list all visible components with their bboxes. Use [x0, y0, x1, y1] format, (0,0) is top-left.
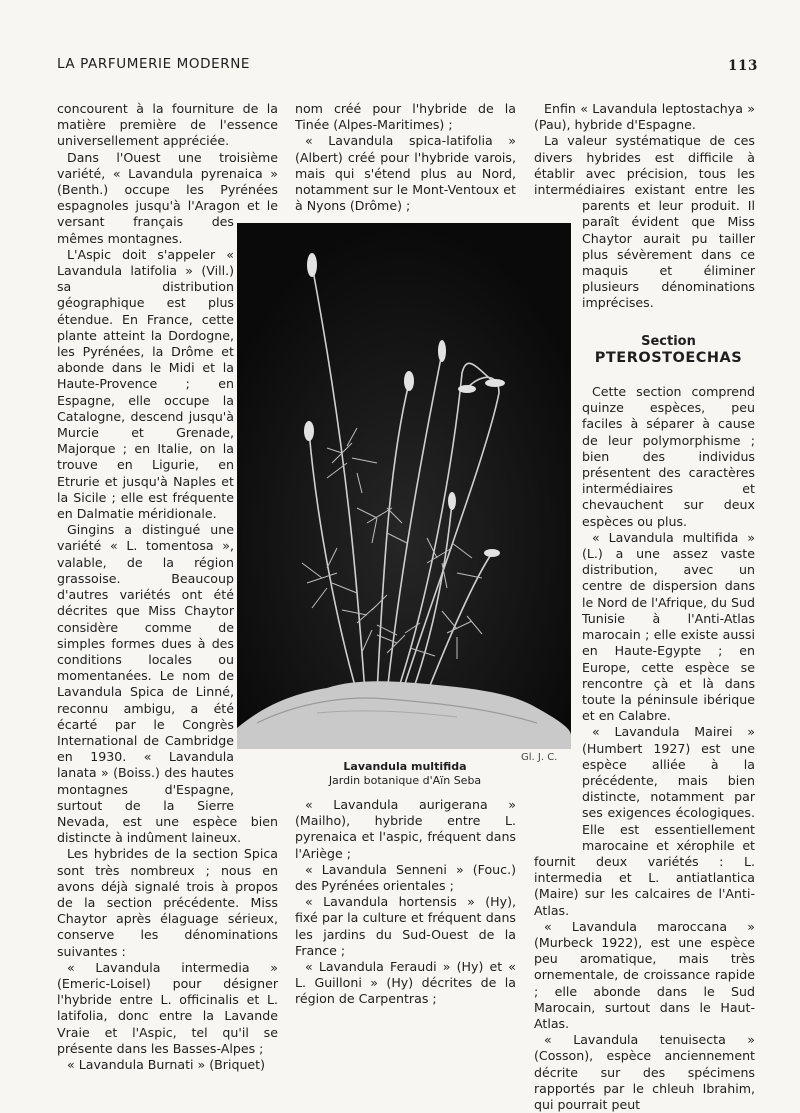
- figure-caption-title: Lavandula multifida: [343, 760, 467, 773]
- paragraph: La valeur systématique de ces divers hybrides est difficile à établir avec précision, tous les intermédiaires existant entre les parents et leur produit. Il paraît évident que Miss Chaytor aurait pu tailler plus sévèrement dans ce maquis et éliminer plusieurs dénominations imprécises.: [534, 133, 755, 311]
- figure-caption-subtitle: Jardin botanique d'Aïn Seba: [328, 774, 482, 787]
- paragraph: Dans l'Ouest une troisième variété, « Lavandula pyrenaica » (Benth.) occupe les Pyrénées espagnoles jusqu'à l'Aragon et le versant français des mêmes montagnes.: [57, 149, 278, 246]
- paragraph: « Lavandula maroccana » (Murbeck 1922), est une espèce peu aromatique, mais très ornementale, de croissance rapide ; elle abonde dans le Sud Marocain, surtout dans le Haut-Atlas.: [534, 918, 755, 1031]
- column-2-bottom: [295, 797, 516, 1008]
- paragraph: « Lavandula multifida » (L.) a une assez vaste distribution, avec un centre de dispersion dans le Nord de l'Afrique, du Sud Tunisie à l'Anti-Atlas marocain ; elle existe aussi en Haute-Egypte ; en Europe, cette espèce se rencontre çà et là dans toute la péninsule ibérique et en Calabre.: [582, 529, 755, 724]
- section-label: Section: [641, 333, 696, 349]
- plant-photograph: [237, 223, 571, 749]
- paragraph: « Lavandula intermedia » (Emeric-Loisel) pour désigner l'hybride entre L. officinalis et L. latifolia, donc entre la Lavande Vraie et l'Aspic, tel qu'il se présente dans les Basses-Alpes ;: [57, 959, 278, 1056]
- paragraph: « Lavandula tenuisecta » (Cosson), espèce anciennement décrite sur des spécimens rapportés par le chleuh Ibrahim, qui pourrait peut: [534, 1032, 755, 1112]
- paragraph: Gingins a distingué une variété « L. tomentosa », valable, de la région grassoise. Beaucoup d'autres variétés ont été décrites que Miss Chaytor considère comme de simples formes dues à des conditions locales ou momentanées. Le nom de Lavandula Spica de Linné, reconnu ambigu, a été écarté par le Congrès International de Cambridge en 1930. « Lavandula lanata » (Boiss.) des hautes montagnes d'Espagne, surtout de la Sierre Nevada, est une espèce bien distincte à indûment laineux.: [57, 522, 278, 846]
- paragraph: nom créé pour l'hybride de la Tinée (Alpes-Maritimes) ;: [295, 101, 516, 133]
- column-2-top: [295, 101, 516, 214]
- paragraph: Cette section comprend quinze espèces, peu faciles à séparer à cause de leur polymorphisme ; bien des individus présentent des caractères intermédiaires et chevauchent sur deux espèces ou plus.: [582, 384, 755, 529]
- photo-credit: Gl. J. C.: [521, 752, 558, 763]
- paragraph: Enfin « Lavandula leptostachya » (Pau), hybride d'Espagne.: [534, 101, 755, 133]
- section-title: PTEROSTOECHAS: [594, 349, 743, 366]
- paragraph: « Lavandula Feraudi » (Hy) et « L. Guilloni » (Hy) décrites de la région de Carpentras ;: [295, 959, 516, 1007]
- paragraph: « Lavandula Senneni » (Fouc.) des Pyrénées orientales ;: [295, 861, 516, 894]
- paragraph: « Lavandula Burnati » (Briquet): [67, 1056, 266, 1072]
- paragraph: « Lavandula Mairei » (Humbert 1927) est une espèce alliée à la précédente, mais bien distincte, notamment par ses exigences écologiques. Elle est essentiellement marocaine et xérophile et fournit deux variétés : L. intermedia et L. antiatlantica (Maire) sur les calcaires de l'Anti-Atlas.: [534, 724, 755, 918]
- paragraph: Les hybrides de la section Spica sont très nombreux ; nous en avons déjà signalé trois à propos de la section précédente. Miss Chaytor après élaguage sérieux, conserve les dénominations suivantes :: [57, 846, 278, 959]
- paragraph: L'Aspic doit s'appeler « Lavandula latifolia » (Vill.) sa distribution géographique est plus étendue. En France, cette plante atteint la Dordogne, les Pyrénées, la Drôme et abonde dans le Midi et la Haute-Provence ; en Espagne, elle occupe la Catalogne, descend jusqu'à Murcie et Grenade, Majorque ; en Italie, on la trouve en Ligurie, en Etrurie et jusqu'à Naples et la Sicile ; elle est fréquente en Dalmatie méridionale.: [57, 246, 234, 522]
- column-3: [534, 101, 755, 1112]
- paragraph: « Lavandula spica-latifolia » (Albert) créé pour l'hybride varois, mais qui s'étend plus au Nord, notamment sur le Mont-Ventoux et à Nyons (Drôme) ;: [295, 133, 516, 214]
- lavandula-plant-illustration: [237, 223, 571, 749]
- page-number: 113: [728, 58, 758, 74]
- paragraph: « Lavandula aurigerana » (Mailho), hybride entre L. pyrenaica et l'aspic, fréquent dans l'Ariège ;: [295, 797, 516, 861]
- journal-title: LA PARFUMERIE MODERNE: [57, 56, 251, 72]
- paragraph: concourent à la fourniture de la matière première de l'essence universellement appréciée.: [57, 101, 278, 149]
- paragraph: « Lavandula hortensis » (Hy), fixé par la culture et fréquent dans les jardins du Sud-Ouest de la France ;: [295, 894, 516, 958]
